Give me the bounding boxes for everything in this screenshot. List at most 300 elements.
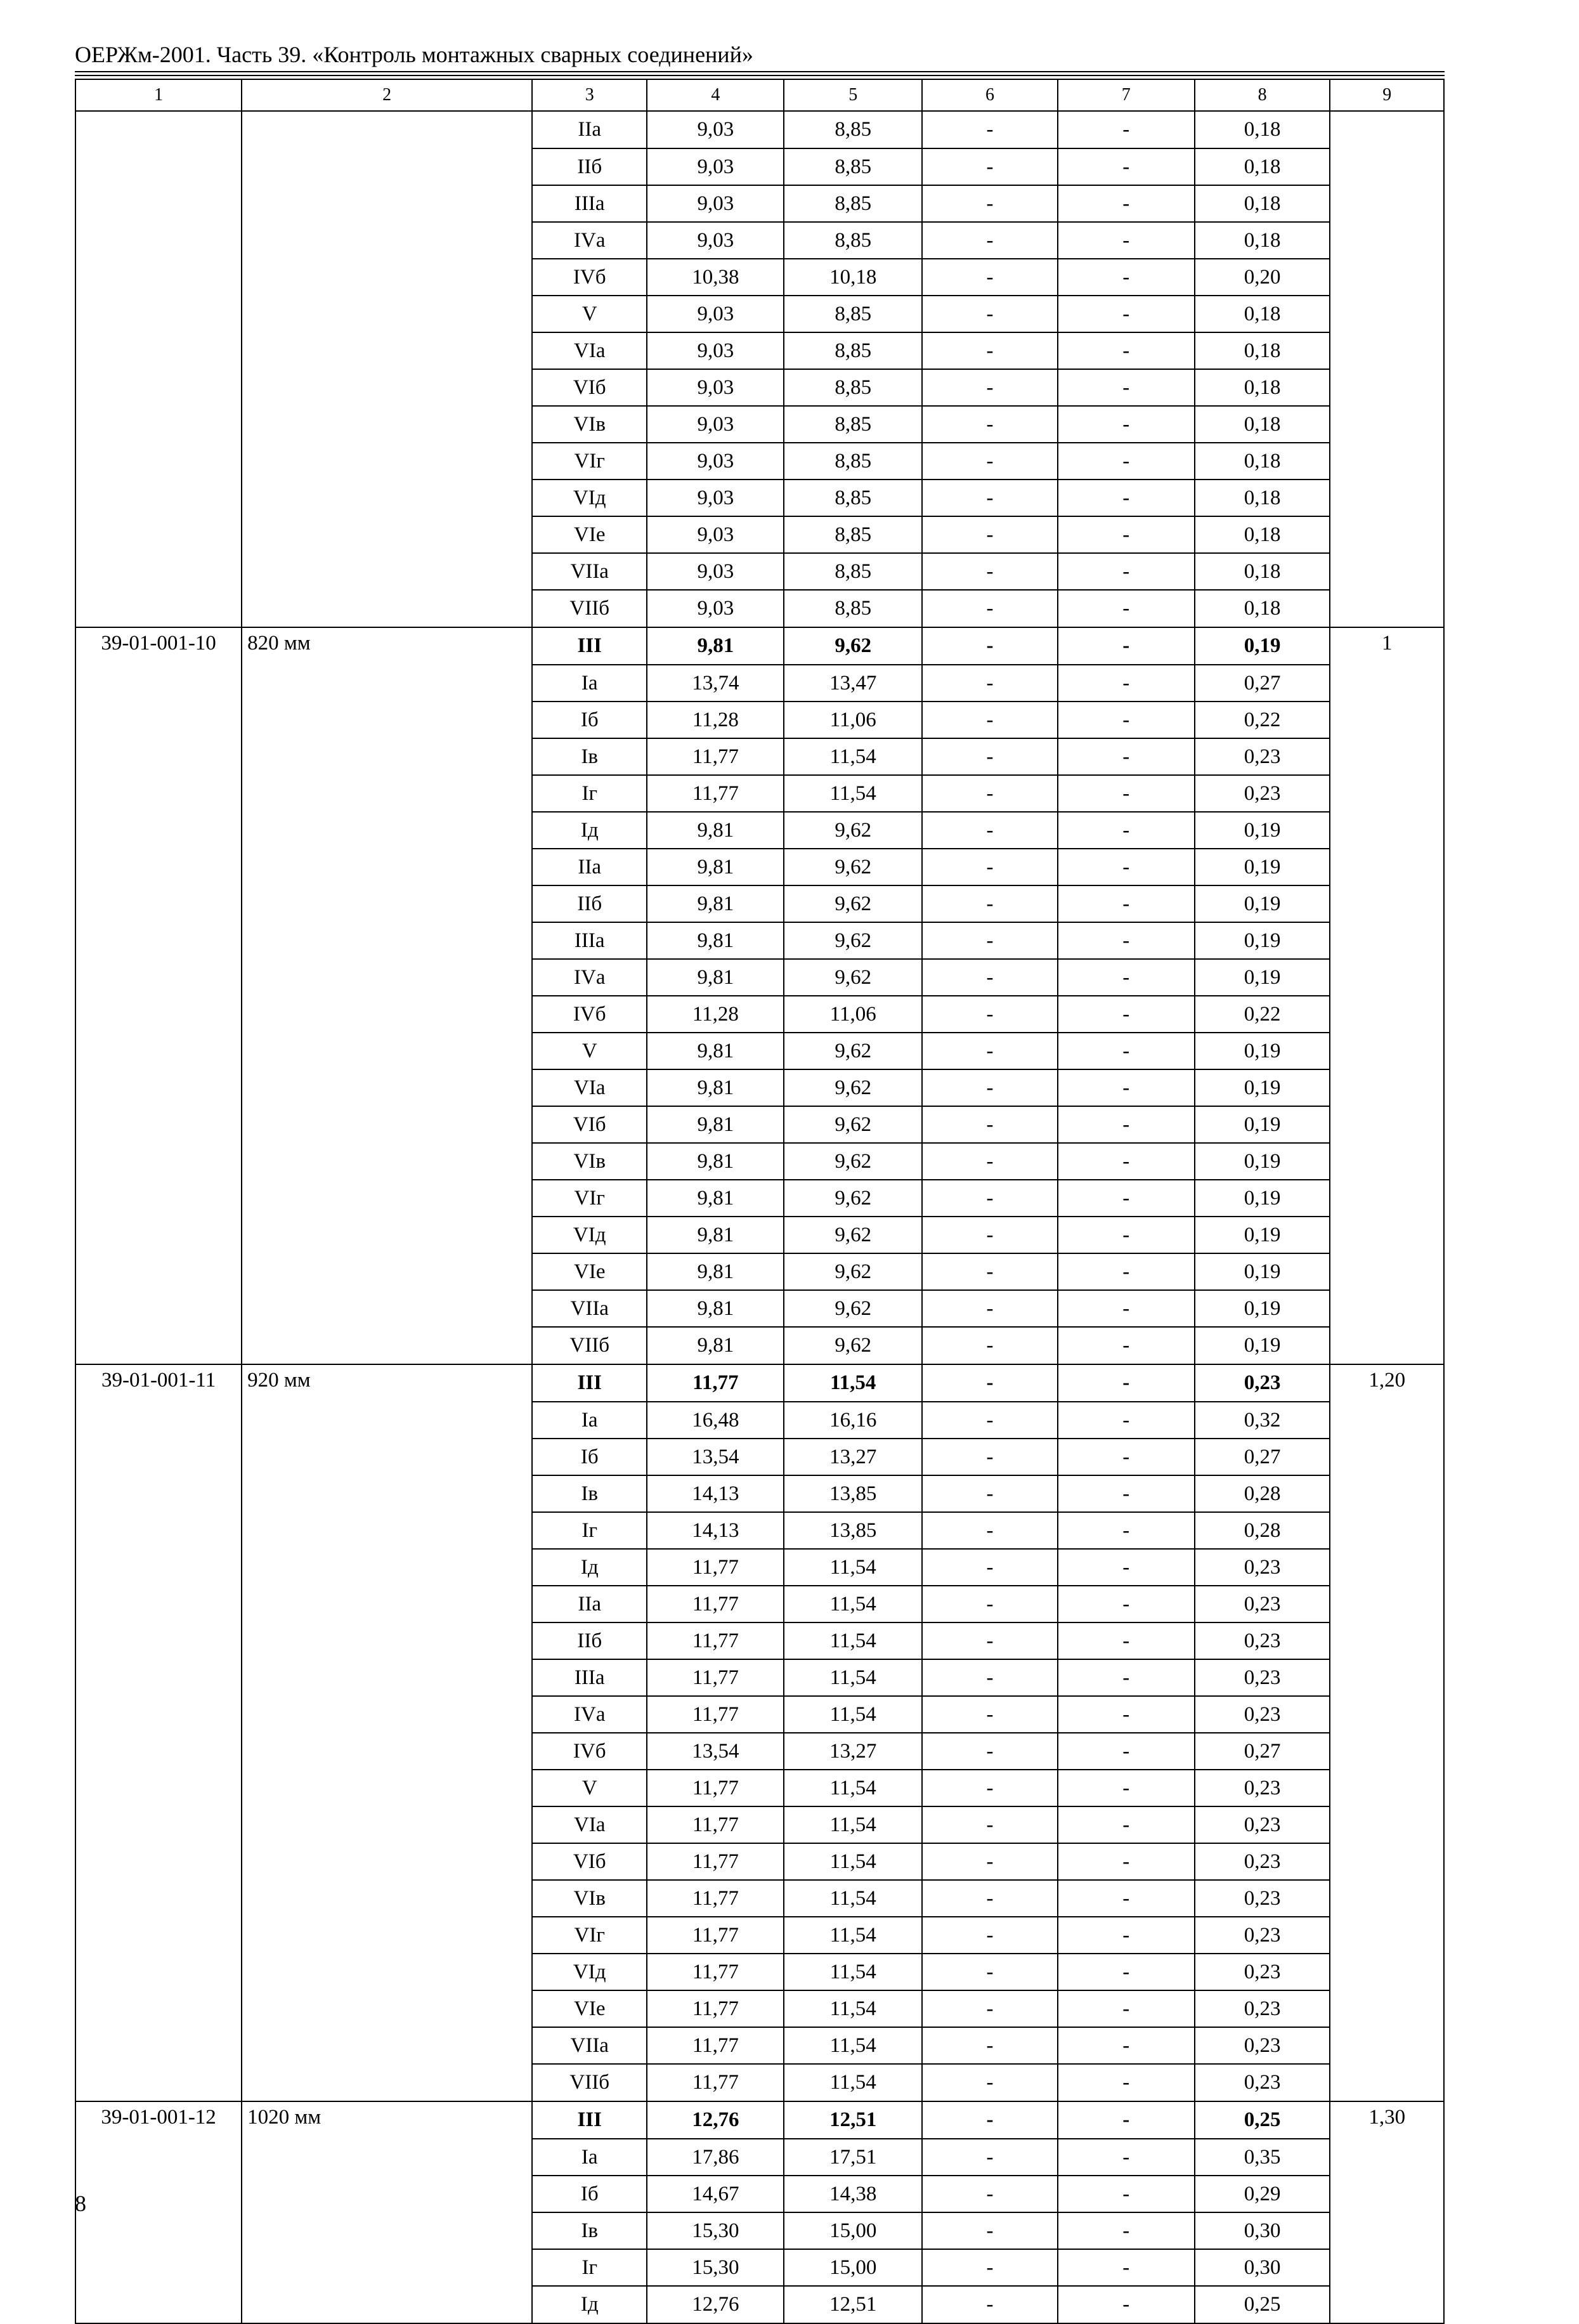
value-col4-cell: 10,38 <box>647 259 784 296</box>
value-col6-cell: - <box>922 1880 1058 1917</box>
value-col6-cell: - <box>922 738 1058 775</box>
rate-code-cell <box>75 1327 242 1364</box>
value-col6-cell: - <box>922 1733 1058 1770</box>
coefficient-cell <box>1330 222 1444 259</box>
pipe-diameter-cell <box>242 1439 532 1475</box>
value-col7-cell: - <box>1058 1143 1195 1180</box>
table-row <box>75 222 1444 259</box>
pipe-diameter-cell <box>242 1586 532 1622</box>
coefficient-cell <box>1330 1659 1444 1696</box>
pipe-diameter-cell <box>242 2139 532 2176</box>
value-col7-cell: - <box>1058 1696 1195 1733</box>
coefficient-cell <box>1330 885 1444 922</box>
value-col5-cell: 11,54 <box>784 738 922 775</box>
value-col5-cell: 8,85 <box>784 148 922 185</box>
table-row <box>75 1253 1444 1290</box>
rate-code-cell <box>75 1402 242 1439</box>
value-col8-cell: 0,29 <box>1195 2176 1330 2212</box>
value-col8-cell: 0,18 <box>1195 480 1330 516</box>
table-row <box>75 1954 1444 1990</box>
value-col8-cell: 0,23 <box>1195 1586 1330 1622</box>
table-row <box>75 627 1444 665</box>
weld-category-cell: VIб <box>532 369 647 406</box>
weld-category-cell: IIIа <box>532 185 647 222</box>
value-col5-cell: 10,18 <box>784 259 922 296</box>
value-col5-cell: 8,85 <box>784 406 922 443</box>
pipe-diameter-cell <box>242 2212 532 2249</box>
value-col4-cell: 9,03 <box>647 185 784 222</box>
weld-category-cell: IIIа <box>532 1659 647 1696</box>
value-col5-cell: 12,51 <box>784 2101 922 2139</box>
weld-category-cell: IIб <box>532 1622 647 1659</box>
value-col6-cell: - <box>922 2286 1058 2323</box>
value-col6-cell: - <box>922 148 1058 185</box>
value-col6-cell: - <box>922 2176 1058 2212</box>
value-col7-cell: - <box>1058 959 1195 996</box>
weld-category-cell: III <box>532 1364 647 1402</box>
value-col6-cell: - <box>922 922 1058 959</box>
coefficient-cell <box>1330 1586 1444 1622</box>
value-col8-cell: 0,18 <box>1195 516 1330 553</box>
value-col7-cell: - <box>1058 2027 1195 2064</box>
value-col7-cell: - <box>1058 885 1195 922</box>
value-col5-cell: 13,85 <box>784 1475 922 1512</box>
table-row <box>75 259 1444 296</box>
rate-code-cell <box>75 480 242 516</box>
coefficient-cell <box>1330 296 1444 332</box>
weld-category-cell: III <box>532 2101 647 2139</box>
value-col8-cell: 0,19 <box>1195 1253 1330 1290</box>
coefficient-cell <box>1330 1290 1444 1327</box>
value-col5-cell: 8,85 <box>784 296 922 332</box>
rate-code-cell <box>75 1954 242 1990</box>
pipe-diameter-cell <box>242 1733 532 1770</box>
value-col6-cell: - <box>922 1106 1058 1143</box>
header-rule <box>75 71 1445 72</box>
pipe-diameter-cell <box>242 1990 532 2027</box>
value-col7-cell: - <box>1058 369 1195 406</box>
value-col6-cell: - <box>922 480 1058 516</box>
value-col8-cell: 0,19 <box>1195 885 1330 922</box>
coefficient-cell <box>1330 775 1444 812</box>
rate-code-cell <box>75 1880 242 1917</box>
value-col8-cell: 0,23 <box>1195 1696 1330 1733</box>
weld-category-cell: Iд <box>532 812 647 849</box>
value-col7-cell: - <box>1058 1290 1195 1327</box>
rate-code-cell: 39-01-001-11 <box>75 1364 242 1402</box>
value-col5-cell: 9,62 <box>784 1143 922 1180</box>
rate-code-cell <box>75 259 242 296</box>
value-col7-cell: - <box>1058 922 1195 959</box>
table-row <box>75 1622 1444 1659</box>
value-col7-cell: - <box>1058 332 1195 369</box>
coefficient-cell <box>1330 996 1444 1033</box>
pipe-diameter-cell: 1020 мм <box>242 2101 532 2139</box>
weld-category-cell: IIа <box>532 111 647 148</box>
value-col5-cell: 8,85 <box>784 222 922 259</box>
pipe-diameter-cell <box>242 1290 532 1327</box>
pipe-diameter-cell <box>242 406 532 443</box>
table-row <box>75 1290 1444 1327</box>
coefficient-cell <box>1330 738 1444 775</box>
column-header: 2 <box>242 79 532 111</box>
value-col8-cell: 0,28 <box>1195 1512 1330 1549</box>
rate-code-cell: 39-01-001-10 <box>75 627 242 665</box>
table-row <box>75 1143 1444 1180</box>
value-col4-cell: 9,81 <box>647 1069 784 1106</box>
value-col7-cell: - <box>1058 1880 1195 1917</box>
value-col6-cell: - <box>922 665 1058 702</box>
coefficient-cell <box>1330 1880 1444 1917</box>
value-col4-cell: 13,54 <box>647 1733 784 1770</box>
value-col7-cell: - <box>1058 1217 1195 1253</box>
value-col5-cell: 9,62 <box>784 1327 922 1364</box>
weld-category-cell: Iг <box>532 2249 647 2286</box>
coefficient-cell <box>1330 1843 1444 1880</box>
table-row <box>75 406 1444 443</box>
value-col8-cell: 0,28 <box>1195 1475 1330 1512</box>
value-col6-cell: - <box>922 849 1058 885</box>
value-col7-cell: - <box>1058 1106 1195 1143</box>
rate-code-cell <box>75 1586 242 1622</box>
value-col8-cell: 0,23 <box>1195 1917 1330 1954</box>
value-col7-cell: - <box>1058 185 1195 222</box>
value-col8-cell: 0,23 <box>1195 1954 1330 1990</box>
weld-category-cell: VIIб <box>532 1327 647 1364</box>
rate-code-cell <box>75 1696 242 1733</box>
page-number: 8 <box>75 2191 86 2216</box>
rate-code-cell <box>75 812 242 849</box>
coefficient-cell <box>1330 1402 1444 1439</box>
value-col6-cell: - <box>922 406 1058 443</box>
weld-category-cell: IVб <box>532 996 647 1033</box>
pipe-diameter-cell <box>242 1549 532 1586</box>
value-col6-cell: - <box>922 516 1058 553</box>
coefficient-cell <box>1330 1327 1444 1364</box>
value-col6-cell: - <box>922 185 1058 222</box>
value-col7-cell: - <box>1058 111 1195 148</box>
table-row <box>75 738 1444 775</box>
value-col8-cell: 0,23 <box>1195 1364 1330 1402</box>
table-row <box>75 1180 1444 1217</box>
value-col7-cell: - <box>1058 1990 1195 2027</box>
value-col7-cell: - <box>1058 1475 1195 1512</box>
weld-category-cell: IVа <box>532 222 647 259</box>
rate-code-cell <box>75 1290 242 1327</box>
rate-code-cell <box>75 1549 242 1586</box>
coefficient-cell <box>1330 185 1444 222</box>
coefficient-cell <box>1330 516 1444 553</box>
table-row <box>75 885 1444 922</box>
value-col8-cell: 0,19 <box>1195 1143 1330 1180</box>
table-row <box>75 148 1444 185</box>
table-row <box>75 996 1444 1033</box>
value-col5-cell: 11,54 <box>784 1843 922 1880</box>
pipe-diameter-cell <box>242 1512 532 1549</box>
value-col5-cell: 13,85 <box>784 1512 922 1549</box>
coefficient-cell: 1 <box>1330 627 1444 665</box>
table-row <box>75 775 1444 812</box>
value-col8-cell: 0,30 <box>1195 2249 1330 2286</box>
coefficient-cell <box>1330 2139 1444 2176</box>
value-col5-cell: 11,54 <box>784 1990 922 2027</box>
value-col8-cell: 0,23 <box>1195 1843 1330 1880</box>
table-row <box>75 1327 1444 1364</box>
value-col6-cell: - <box>922 2249 1058 2286</box>
weld-category-cell: Iд <box>532 1549 647 1586</box>
rate-code-cell <box>75 222 242 259</box>
table-row <box>75 2027 1444 2064</box>
value-col4-cell: 12,76 <box>647 2101 784 2139</box>
value-col5-cell: 11,54 <box>784 2064 922 2101</box>
value-col5-cell: 11,54 <box>784 1549 922 1586</box>
value-col6-cell: - <box>922 996 1058 1033</box>
pipe-diameter-cell <box>242 259 532 296</box>
value-col5-cell: 11,54 <box>784 1806 922 1843</box>
column-number-row <box>75 79 1444 111</box>
value-col8-cell: 0,23 <box>1195 1770 1330 1806</box>
value-col5-cell: 12,51 <box>784 2286 922 2323</box>
coefficient-cell <box>1330 369 1444 406</box>
weld-category-cell: VIIа <box>532 2027 647 2064</box>
pipe-diameter-cell <box>242 849 532 885</box>
value-col6-cell: - <box>922 553 1058 590</box>
pipe-diameter-cell <box>242 369 532 406</box>
value-col7-cell: - <box>1058 590 1195 627</box>
coefficient-cell <box>1330 2027 1444 2064</box>
value-col7-cell: - <box>1058 259 1195 296</box>
value-col6-cell: - <box>922 885 1058 922</box>
value-col4-cell: 11,77 <box>647 1806 784 1843</box>
weld-category-cell: IVб <box>532 259 647 296</box>
coefficient-cell <box>1330 259 1444 296</box>
pipe-diameter-cell <box>242 2027 532 2064</box>
value-col8-cell: 0,18 <box>1195 590 1330 627</box>
value-col6-cell: - <box>922 2212 1058 2249</box>
coefficient-cell <box>1330 1990 1444 2027</box>
header-rule <box>75 75 1445 76</box>
value-col4-cell: 9,81 <box>647 627 784 665</box>
value-col8-cell: 0,27 <box>1195 1733 1330 1770</box>
value-col6-cell: - <box>922 2139 1058 2176</box>
value-col4-cell: 9,03 <box>647 148 784 185</box>
value-col8-cell: 0,25 <box>1195 2101 1330 2139</box>
pipe-diameter-cell <box>242 1327 532 1364</box>
value-col7-cell: - <box>1058 406 1195 443</box>
value-col6-cell: - <box>922 812 1058 849</box>
value-col5-cell: 8,85 <box>784 332 922 369</box>
value-col7-cell: - <box>1058 1402 1195 1439</box>
column-header: 3 <box>532 79 647 111</box>
weld-category-cell: VIб <box>532 1843 647 1880</box>
value-col5-cell: 11,54 <box>784 1364 922 1402</box>
value-col4-cell: 11,77 <box>647 1770 784 1806</box>
rate-code-cell <box>75 738 242 775</box>
pipe-diameter-cell <box>242 1217 532 1253</box>
value-col7-cell: - <box>1058 1253 1195 1290</box>
coefficient-cell <box>1330 849 1444 885</box>
value-col8-cell: 0,18 <box>1195 553 1330 590</box>
value-col4-cell: 11,77 <box>647 1917 784 1954</box>
value-col6-cell: - <box>922 2064 1058 2101</box>
value-col5-cell: 13,27 <box>784 1733 922 1770</box>
weld-category-cell: IIа <box>532 849 647 885</box>
value-col8-cell: 0,18 <box>1195 296 1330 332</box>
value-col8-cell: 0,19 <box>1195 922 1330 959</box>
rate-code-cell <box>75 296 242 332</box>
value-col7-cell: - <box>1058 1917 1195 1954</box>
value-col7-cell: - <box>1058 1512 1195 1549</box>
rate-code-cell <box>75 1180 242 1217</box>
value-col8-cell: 0,19 <box>1195 1069 1330 1106</box>
value-col8-cell: 0,18 <box>1195 332 1330 369</box>
pipe-diameter-cell <box>242 1622 532 1659</box>
table-row <box>75 849 1444 885</box>
weld-category-cell: VIIб <box>532 590 647 627</box>
table-row <box>75 1069 1444 1106</box>
rate-code-cell <box>75 332 242 369</box>
table-row <box>75 185 1444 222</box>
value-col8-cell: 0,23 <box>1195 1622 1330 1659</box>
pipe-diameter-cell <box>242 812 532 849</box>
pipe-diameter-cell <box>242 1696 532 1733</box>
rate-code-cell <box>75 1622 242 1659</box>
coefficient-cell <box>1330 1549 1444 1586</box>
table-row <box>75 296 1444 332</box>
weld-category-cell: Iа <box>532 2139 647 2176</box>
value-col7-cell: - <box>1058 1659 1195 1696</box>
coefficient-cell <box>1330 2064 1444 2101</box>
value-col8-cell: 0,19 <box>1195 1327 1330 1364</box>
rate-code-cell <box>75 1843 242 1880</box>
weld-category-cell: VIе <box>532 1253 647 1290</box>
pipe-diameter-cell <box>242 1069 532 1106</box>
value-col7-cell: - <box>1058 2176 1195 2212</box>
coefficient-cell <box>1330 590 1444 627</box>
pipe-diameter-cell <box>242 1475 532 1512</box>
value-col8-cell: 0,19 <box>1195 959 1330 996</box>
value-col5-cell: 9,62 <box>784 885 922 922</box>
pipe-diameter-cell <box>242 443 532 480</box>
value-col4-cell: 11,77 <box>647 1364 784 1402</box>
rate-code-cell <box>75 1475 242 1512</box>
weld-category-cell: VIг <box>532 1917 647 1954</box>
value-col4-cell: 11,77 <box>647 1843 784 1880</box>
value-col5-cell: 9,62 <box>784 1290 922 1327</box>
coefficient-cell <box>1330 480 1444 516</box>
pipe-diameter-cell <box>242 1917 532 1954</box>
weld-category-cell: IVб <box>532 1733 647 1770</box>
weld-category-cell: VIа <box>532 1069 647 1106</box>
weld-category-cell: Iа <box>532 665 647 702</box>
value-col8-cell: 0,18 <box>1195 369 1330 406</box>
value-col5-cell: 8,85 <box>784 369 922 406</box>
value-col4-cell: 11,28 <box>647 996 784 1033</box>
value-col4-cell: 9,81 <box>647 1327 784 1364</box>
value-col4-cell: 16,48 <box>647 1402 784 1439</box>
weld-category-cell: V <box>532 1033 647 1069</box>
value-col4-cell: 11,77 <box>647 738 784 775</box>
pipe-diameter-cell <box>242 185 532 222</box>
value-col8-cell: 0,19 <box>1195 1033 1330 1069</box>
value-col8-cell: 0,27 <box>1195 665 1330 702</box>
value-col4-cell: 9,03 <box>647 369 784 406</box>
pipe-diameter-cell <box>242 480 532 516</box>
pipe-diameter-cell <box>242 1180 532 1217</box>
value-col7-cell: - <box>1058 627 1195 665</box>
pipe-diameter-cell <box>242 1770 532 1806</box>
value-col4-cell: 9,81 <box>647 922 784 959</box>
rates-table <box>75 79 1445 2324</box>
table-row <box>75 332 1444 369</box>
value-col4-cell: 9,03 <box>647 443 784 480</box>
value-col6-cell: - <box>922 369 1058 406</box>
coefficient-cell <box>1330 332 1444 369</box>
weld-category-cell: Iв <box>532 738 647 775</box>
value-col4-cell: 9,03 <box>647 222 784 259</box>
value-col7-cell: - <box>1058 1843 1195 1880</box>
weld-category-cell: Iб <box>532 2176 647 2212</box>
value-col8-cell: 0,18 <box>1195 111 1330 148</box>
table-row <box>75 1217 1444 1253</box>
value-col5-cell: 8,85 <box>784 111 922 148</box>
value-col4-cell: 14,67 <box>647 2176 784 2212</box>
value-col8-cell: 0,32 <box>1195 1402 1330 1439</box>
table-row <box>75 1439 1444 1475</box>
value-col7-cell: - <box>1058 1069 1195 1106</box>
value-col5-cell: 8,85 <box>784 516 922 553</box>
coefficient-cell <box>1330 922 1444 959</box>
rate-code-cell <box>75 849 242 885</box>
column-header: 4 <box>647 79 784 111</box>
table-row <box>75 590 1444 627</box>
table-row <box>75 1364 1444 1402</box>
coefficient-cell <box>1330 1475 1444 1512</box>
value-col7-cell: - <box>1058 1622 1195 1659</box>
value-col5-cell: 9,62 <box>784 1253 922 1290</box>
value-col5-cell: 15,00 <box>784 2249 922 2286</box>
coefficient-cell: 1,30 <box>1330 2101 1444 2139</box>
coefficient-cell <box>1330 1143 1444 1180</box>
pipe-diameter-cell <box>242 516 532 553</box>
value-col6-cell: - <box>922 1327 1058 1364</box>
value-col6-cell: - <box>922 702 1058 738</box>
pipe-diameter-cell <box>242 775 532 812</box>
pipe-diameter-cell <box>242 296 532 332</box>
value-col4-cell: 14,13 <box>647 1475 784 1512</box>
weld-category-cell: VIг <box>532 1180 647 1217</box>
value-col6-cell: - <box>922 1069 1058 1106</box>
coefficient-cell <box>1330 812 1444 849</box>
value-col6-cell: - <box>922 959 1058 996</box>
rate-code-cell <box>75 516 242 553</box>
column-header: 8 <box>1195 79 1330 111</box>
table-row <box>75 516 1444 553</box>
value-col4-cell: 13,54 <box>647 1439 784 1475</box>
rate-code-cell <box>75 702 242 738</box>
coefficient-cell <box>1330 1954 1444 1990</box>
value-col5-cell: 11,06 <box>784 702 922 738</box>
value-col5-cell: 17,51 <box>784 2139 922 2176</box>
pipe-diameter-cell: 920 мм <box>242 1364 532 1402</box>
value-col6-cell: - <box>922 1696 1058 1733</box>
value-col6-cell: - <box>922 1364 1058 1402</box>
value-col6-cell: - <box>922 1990 1058 2027</box>
value-col5-cell: 11,54 <box>784 1586 922 1622</box>
pipe-diameter-cell <box>242 1106 532 1143</box>
weld-category-cell: VIд <box>532 1954 647 1990</box>
rate-code-cell <box>75 1990 242 2027</box>
